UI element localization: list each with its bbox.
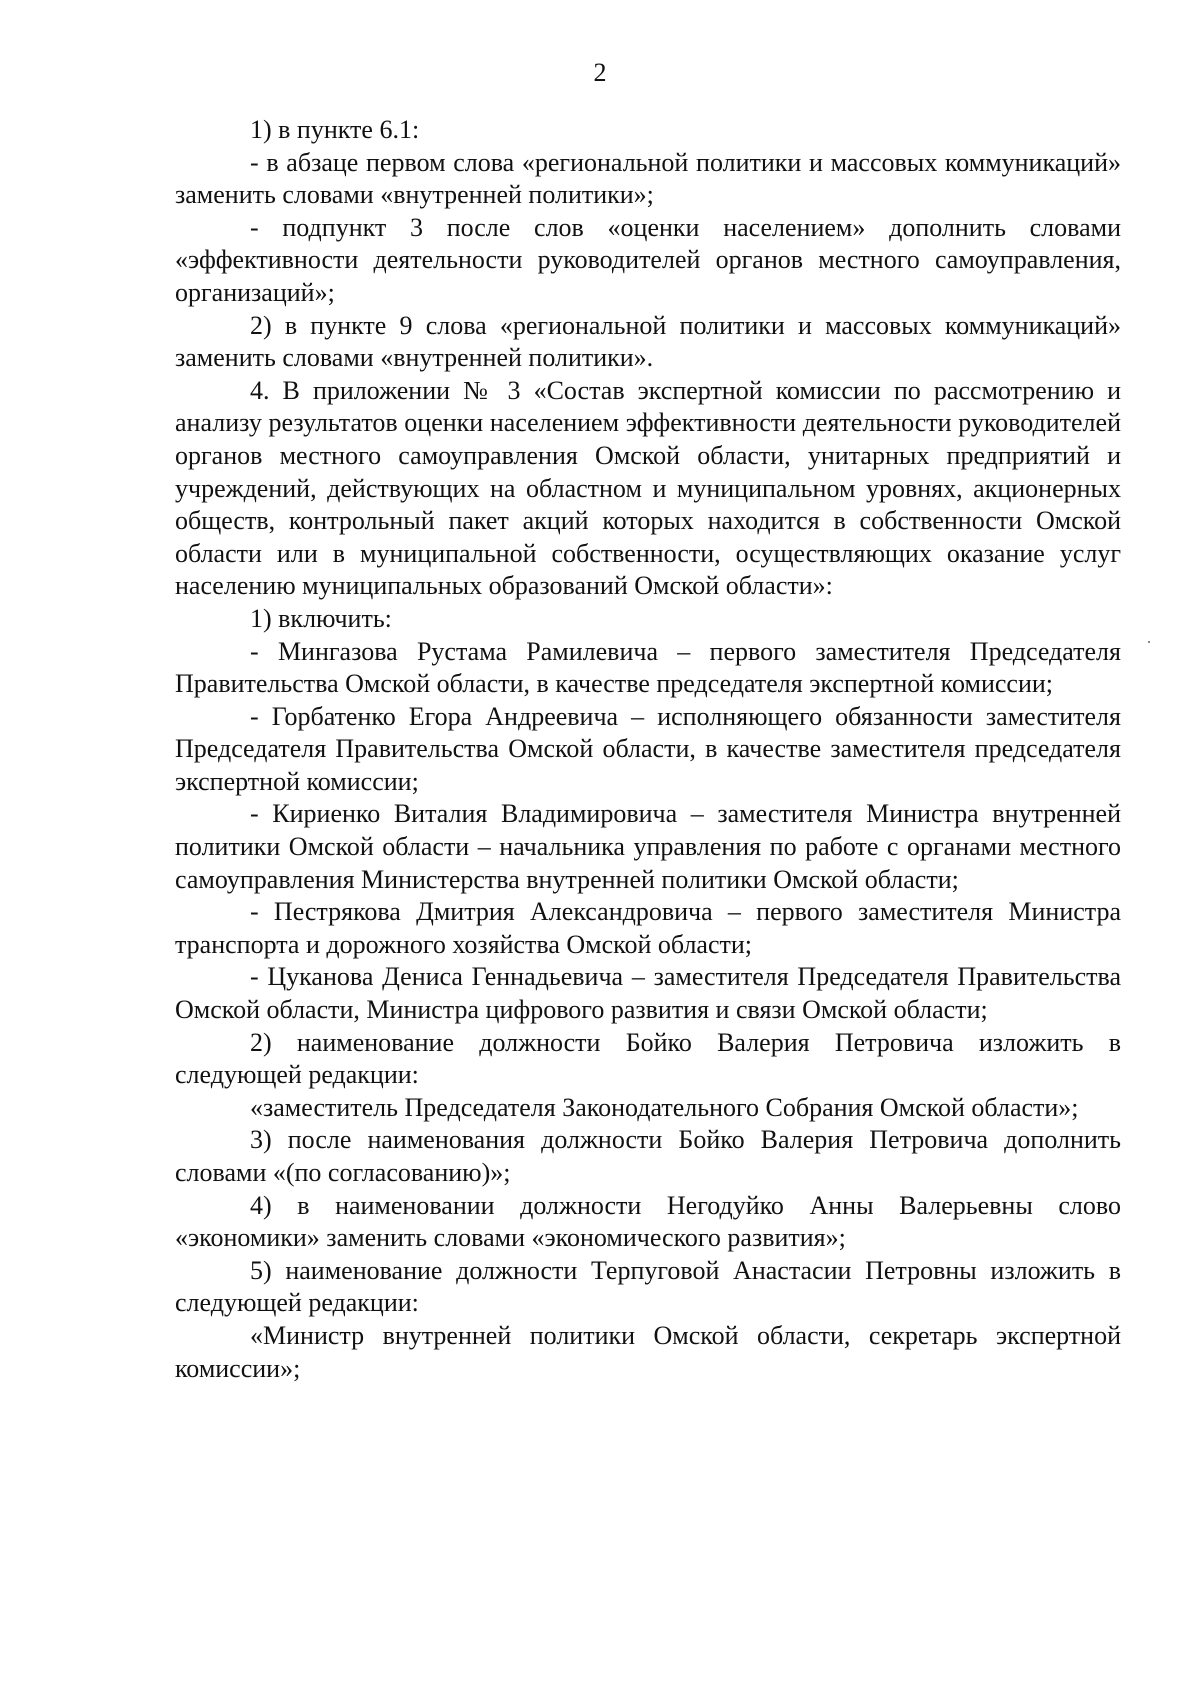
paragraph-terpugova-new-title: «Министр внутренней политики Омской области, секретарь экспертной комиссии»; bbox=[175, 1320, 1121, 1383]
paragraph-tsukanov: - Цуканова Дениса Геннадьевича – заместителя Председателя Правительства Омской области, Министра цифрового развития и связи Омской области; bbox=[175, 962, 1121, 1025]
document-body bbox=[175, 114, 1121, 1385]
paragraph-mingazov: - Мингазова Рустама Рамилевича – первого заместителя Председателя Правительства Омской области, в качестве председателя экспертной комиссии; bbox=[175, 636, 1121, 699]
paragraph-pestryakov: - Пестрякова Дмитрия Александровича – первого заместителя Министра транспорта и дорожного хозяйства Омской области; bbox=[175, 897, 1121, 959]
paragraph-boyko-title: 2) наименование должности Бойко Валерия Петровича изложить в следующей редакции: bbox=[175, 1027, 1121, 1090]
paragraph-gorbatenko: - Горбатенко Егора Андреевича – исполняющего обязанности заместителя Председателя Правительства Омской области, в качестве заместителя председателя экспертной комиссии; bbox=[175, 701, 1121, 796]
paragraph-first-indent-words: - в абзаце первом слова «региональной политики и массовых коммуникаций» заменить словами «внутренней политики»; bbox=[175, 147, 1121, 210]
paragraph-kiriyenko: - Кириенко Виталия Владимировича – заместителя Министра внутренней политики Омской области – начальника управления по работе с органами местного самоуправления Министерства внутренней политики Омской области; bbox=[175, 799, 1121, 894]
paragraph-boyko-new-title: «заместитель Председателя Законодательного Собрания Омской области»; bbox=[250, 1092, 1079, 1122]
paragraph-terpugova-title: 5) наименование должности Терпуговой Анастасии Петровны изложить в следующей редакции: bbox=[175, 1255, 1121, 1318]
paragraph-item-6-1: 1) в пункте 6.1: bbox=[250, 115, 420, 144]
scan-speck bbox=[1148, 641, 1150, 643]
paragraph-subitem-3: - подпункт 3 после слов «оценки населением» дополнить словами «эффективности деятельности руководителей органов местного самоуправления, организаций»; bbox=[175, 212, 1121, 307]
paragraph-boyko-consent: 3) после наименования должности Бойко Валерия Петровича дополнить словами «(по согласованию)»; bbox=[175, 1125, 1121, 1187]
page-number: 2 bbox=[593, 58, 607, 87]
paragraph-item-9: 2) в пункте 9 слова «региональной политики и массовых коммуникаций» заменить словами «внутренней политики». bbox=[175, 310, 1121, 373]
paragraph-negoduyko: 4) в наименовании должности Негодуйко Анны Валерьевны слово «экономики» заменить словами «экономического развития»; bbox=[175, 1190, 1121, 1253]
paragraph-appendix-3: 4. В приложении № 3 «Состав экспертной комиссии по рассмотрению и анализу результатов оценки населением эффективности деятельности руководителей органов местного самоуправления Омской области, унитарных предприятий и учреждений, действующих на областном и муниципальном уровнях, акционерных обществ, контрольный пакет акций которых находится в собственности Омской области или в муниципальной собственности, осуществляющих оказание услуг населению муниципальных образований Омской области»: bbox=[175, 375, 1121, 601]
paragraph-include: 1) включить: bbox=[250, 603, 392, 633]
